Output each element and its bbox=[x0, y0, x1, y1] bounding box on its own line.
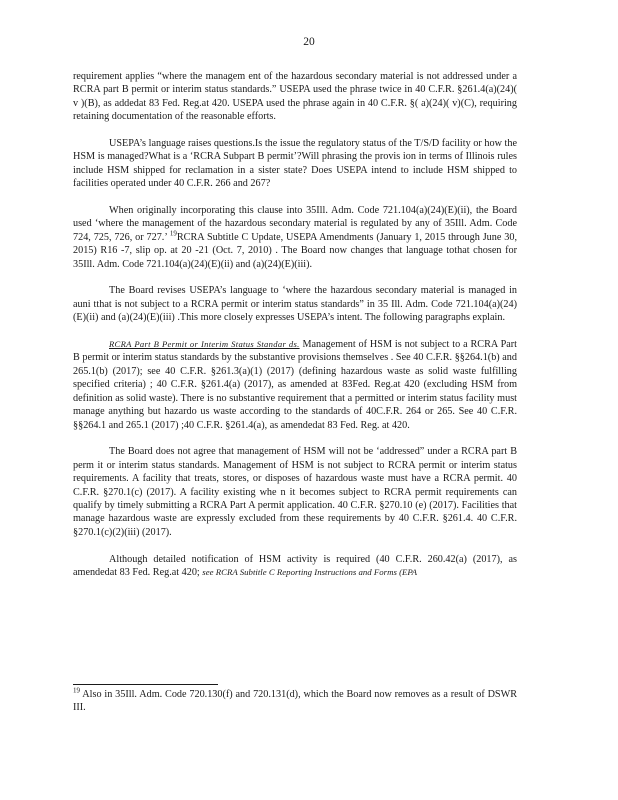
run-in-heading: RCRA Part B Permit or Interim Status Standar ds. bbox=[109, 339, 300, 350]
paragraph-board-revises: The Board revises USEPA’s language to ‘where the hazardous secondary material is managed in auni tthat is not subject to a RCRA permit or interim status standards” in 35 Ill. Adm. Code 721.104(a)(24)(E)(ii) and (a)(24)(E)(iii) .This more closely expresses USEPA’s intent. The following paragraphs explain. bbox=[73, 285, 517, 324]
paragraph-board-disagrees: The Board does not agree that management of HSM will not be ‘addressed” under a RCRA part B perm it or interim status standards. Management of HSM is not subject to RCRA permit or interim status requirements. A facility that treats, stores, or disposes of hazardous waste must have a RCRA permit. 40 C.F.R. §270.1(c) (2017). A facility existing whe n it becomes subject to RCRA permit requirements can qualify by timely submitting a RCRA Part A permit application. 40 C.F.R. §270.10 (e) (2017). Facilities that manage hazardous waste are expressly excluded from these requirements by 40 C.F.R. §261.4. 40 C.F.R. §270.1(c)(2)(iii) (2017). bbox=[73, 446, 517, 538]
footnote-text: Also in 35Ill. Adm. Code 720.130(f) and 720.131(d), which the Board now removes as a result of DSWR III. bbox=[73, 689, 517, 714]
paragraph-questions: USEPA’s language raises questions.Is the issue the regulatory status of the T/S/D facility or how the HSM is managed?What is a ‘RCRA Subpart B permit’?Will phrasing the provis ion in terms of Illinois rules include HSM shipped for reclamation in a sister state? Does USEPA intend to include HSM shipped to facilities operated under 40 C.F.R. 266 and 267? bbox=[73, 138, 517, 190]
page-number: 20 bbox=[303, 36, 315, 48]
footnote bbox=[73, 688, 517, 715]
citation-signal: see RCRA Subtitle C Reporting Instructions and Forms (EPA bbox=[202, 566, 417, 577]
body-text bbox=[73, 70, 517, 593]
paragraph-text-after-note: RCRA Subtitle C Update, USEPA Amendments (January 1, 2015 through June 30, 2015) R16 -7, slip op. at 20 -21 (Oct. 7, 2010) . The Board now changes that language tothat chosen for 35Ill. Adm. Code 721.104(a)(24)(E)(ii) and (a)(24)(E)(iii). bbox=[73, 231, 517, 270]
paragraph-body: Although detailed notification of HSM activity is required (40 C.F.R. 260.42(a) (2017), as amendedat 83 Fed. Reg.at 420; bbox=[73, 553, 517, 578]
paragraph-rcra-part-b bbox=[73, 338, 517, 432]
footnote-separator bbox=[73, 684, 218, 685]
paragraph-text-before-note: When originally incorporating this clause into 35Ill. Adm. Code 721.104(a)(24)(E)(ii), the Board used ‘where the management of the hazardous secondary material is regulated by any of 35Ill. Adm. Code 724, 725, 726, or 727.’ bbox=[73, 205, 517, 243]
footnote-mark: 19 bbox=[73, 686, 80, 695]
paragraph-continuation: requirement applies “where the managem ent of the hazardous secondary material is not addressed under a RCRA part B permit or interim status standards.” USEPA used the phrase twice in 40 C.F.R. §261.4(a)(24)( v )(B), as addedat 83 Fed. Reg.at 420. USEPA used the phrase again in 40 C.F.R. §( a)(24)( v)(C), requiring retaining documentation of the reasonable efforts. bbox=[73, 71, 517, 123]
footnote-reference: 19 bbox=[169, 229, 177, 238]
paragraph-original-incorporation bbox=[73, 204, 517, 271]
paragraph-notification bbox=[73, 553, 517, 580]
paragraph-body: Management of HSM is not subject to a RCRA Part B permit or interim status standards by the substantive provisions themselves . See 40 C.F.R. §§264.1(b) and 265.1(b) (2017); see 40 C.F.R. §261.3(a)(1) (2017) (defining hazardous waste as solid waste fulfilling specified criteria) ; 40 C.F.R. §261.4(a) (2017), as amended at 83Fed. Reg.at 420 (excluding HSM from definition as solid waste). There is no substantive requirement that a permitted or interim status facility must manage anything but hazardo us waste according to the standards of 40C.F.R. 264 or 265. See 40 C.F.R. §§264.1 and 265.1 (2017) ;40 C.F.R. §261.4(a), as amendedat 83 Fed. Reg. at 420. bbox=[73, 339, 517, 431]
